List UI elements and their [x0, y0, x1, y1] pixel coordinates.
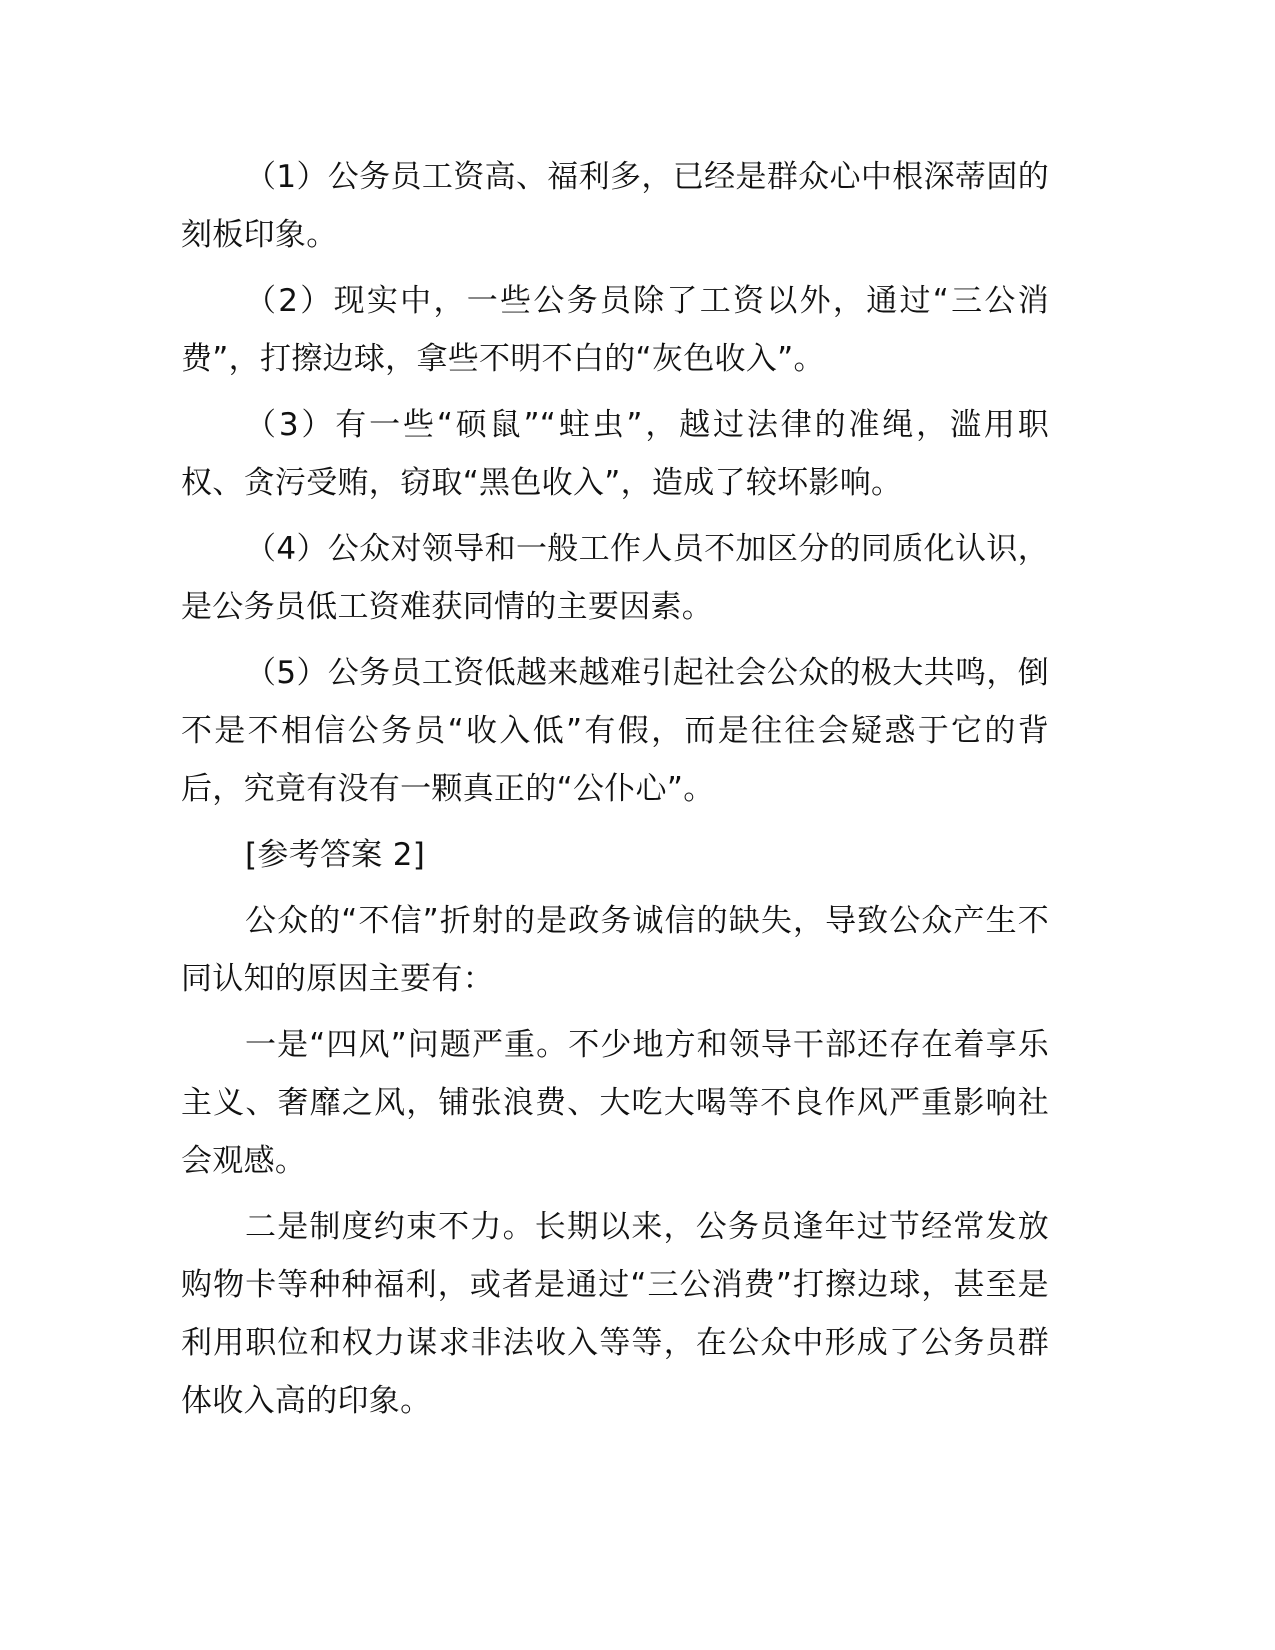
paragraph-intro: 公众的“不信”折射的是政务诚信的缺失，导致公众产生不同认知的原因主要有：: [181, 903, 1049, 997]
paragraph-reason-2: 二是制度约束不力。长期以来，公务员逢年过节经常发放购物卡等种种福利，或者是通过“三公消费”打擦边球，甚至是利用职位和权力谋求非法收入等等，在公众中形成了公务员群体收入高的印象。: [181, 1209, 1049, 1419]
paragraph-point-2: （2）现实中，一些公务员除了工资以外，通过“三公消费”，打擦边球，拿些不明不白的“灰色收入”。: [181, 283, 1049, 377]
paragraph-reason-1: 一是“四风”问题严重。不少地方和领导干部还存在着享乐主义、奢靡之风，铺张浪费、大吃大喝等不良作风严重影响社会观感。: [181, 1027, 1049, 1179]
paragraph-point-3: （3）有一些“硕鼠”“蛀虫”，越过法律的准绳，滥用职权、贪污受贿，窃取“黑色收入”，造成了较坏影响。: [181, 407, 1049, 501]
paragraph-point-4: （4）公众对领导和一般工作人员不加区分的同质化认识，是公务员低工资难获同情的主要因素。: [181, 531, 1049, 625]
paragraph-point-1: （1）公务员工资高、福利多，已经是群众心中根深蒂固的刻板印象。: [181, 159, 1049, 253]
document-body: [181, 148, 1049, 1438]
reference-answer-heading: [参考答案 2]: [245, 837, 426, 873]
paragraph-point-5: （5）公务员工资低越来越难引起社会公众的极大共鸣，倒不是不相信公务员“收入低”有假，而是往往会疑惑于它的背后，究竟有没有一颗真正的“公仆心”。: [181, 655, 1049, 807]
